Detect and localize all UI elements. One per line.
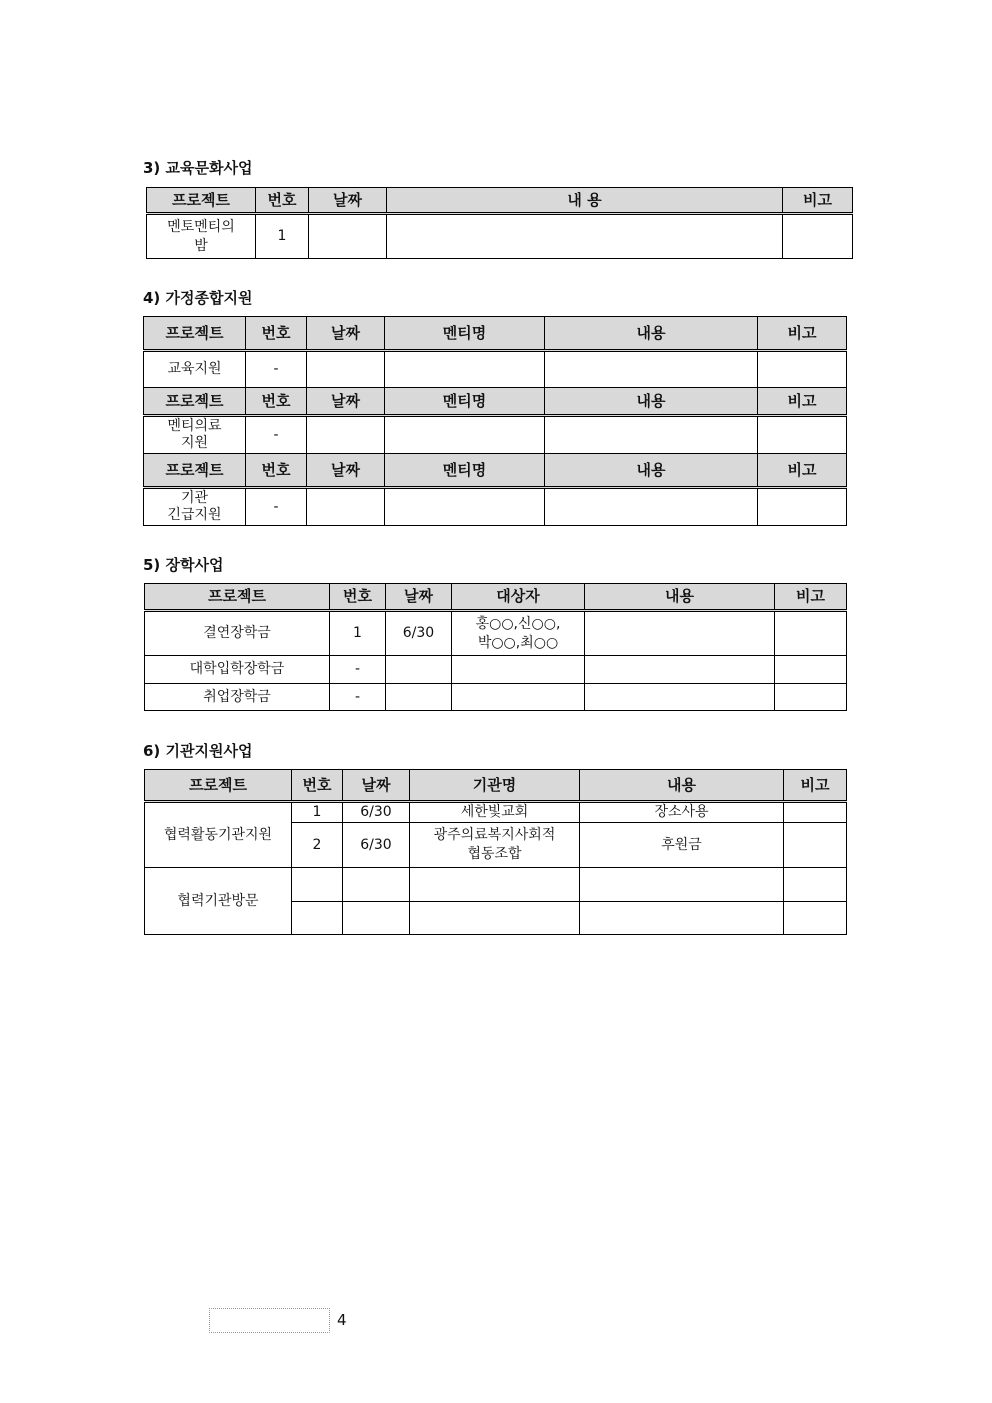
- header-note: 비고: [784, 770, 847, 802]
- institution-support-table: [144, 769, 847, 935]
- header-number: 번호: [292, 770, 343, 802]
- project-cell: 대학입학장학금: [145, 656, 330, 684]
- date-cell: [307, 351, 385, 388]
- header-project: 프로젝트: [144, 388, 246, 416]
- project-cell: 취업장학금: [145, 684, 330, 711]
- header-note: 비고: [758, 454, 847, 488]
- number-cell: -: [330, 684, 386, 711]
- number-cell: -: [246, 351, 307, 388]
- section-4-title: 4) 가정종합지원: [143, 289, 253, 307]
- project-cell: 협력기관방문: [145, 868, 292, 935]
- number-cell: -: [246, 488, 307, 526]
- header-number: 번호: [246, 388, 307, 416]
- content-cell: 후원금: [580, 823, 784, 868]
- content-cell: [545, 488, 758, 526]
- header-mentee: 멘티명: [385, 388, 545, 416]
- header-note: 비고: [775, 584, 847, 611]
- note-cell: [784, 902, 847, 935]
- header-date: 날짜: [386, 584, 452, 611]
- table-row: [145, 656, 847, 684]
- content-cell: [585, 611, 775, 656]
- header-organization: 기관명: [410, 770, 580, 802]
- header-mentee: 멘티명: [385, 317, 545, 351]
- header-content: 내용: [545, 388, 758, 416]
- number-cell: 2: [292, 823, 343, 868]
- number-cell: -: [246, 416, 307, 454]
- header-date: 날짜: [309, 188, 387, 214]
- mentee-cell: [385, 488, 545, 526]
- header-date: 날짜: [343, 770, 410, 802]
- header-date: 날짜: [307, 317, 385, 351]
- header-note: 비고: [783, 188, 853, 214]
- scholarship-table: [144, 583, 847, 711]
- number-cell: [292, 902, 343, 935]
- project-cell: 멘토멘티의 밤: [147, 214, 256, 259]
- project-cell: 멘티의료 지원: [144, 416, 246, 454]
- content-cell: 장소사용: [580, 802, 784, 823]
- header-recipient: 대상자: [452, 584, 585, 611]
- table-row: [147, 214, 853, 259]
- date-cell: [309, 214, 387, 259]
- header-project: 프로젝트: [147, 188, 256, 214]
- header-number: 번호: [256, 188, 309, 214]
- header-content: 내용: [580, 770, 784, 802]
- number-cell: -: [330, 656, 386, 684]
- mentee-cell: [385, 351, 545, 388]
- header-note: 비고: [758, 317, 847, 351]
- date-cell: 6/30: [386, 611, 452, 656]
- content-cell: [585, 656, 775, 684]
- table-row: [145, 868, 847, 902]
- project-cell: 협력활동기관지원: [145, 802, 292, 868]
- note-cell: [784, 868, 847, 902]
- organization-cell: [410, 902, 580, 935]
- note-cell: [784, 823, 847, 868]
- header-project: 프로젝트: [144, 454, 246, 488]
- date-cell: [343, 868, 410, 902]
- organization-cell: 세한빛교회: [410, 802, 580, 823]
- number-cell: [292, 868, 343, 902]
- date-cell: [386, 684, 452, 711]
- content-cell: [585, 684, 775, 711]
- education-culture-table: [146, 187, 853, 259]
- date-cell: 6/30: [343, 802, 410, 823]
- content-cell: [545, 416, 758, 454]
- table-row: [145, 684, 847, 711]
- header-number: 번호: [330, 584, 386, 611]
- header-content: 내 용: [387, 188, 783, 214]
- note-cell: [775, 611, 847, 656]
- note-cell: [758, 351, 847, 388]
- header-project: 프로젝트: [145, 770, 292, 802]
- project-cell: 결연장학금: [145, 611, 330, 656]
- project-cell: 기관 긴급지원: [144, 488, 246, 526]
- header-project: 프로젝트: [145, 584, 330, 611]
- header-note: 비고: [758, 388, 847, 416]
- header-number: 번호: [246, 317, 307, 351]
- table-row: [144, 351, 847, 388]
- number-cell: 1: [292, 802, 343, 823]
- date-cell: [386, 656, 452, 684]
- note-cell: [775, 684, 847, 711]
- note-cell: [775, 656, 847, 684]
- date-cell: [307, 488, 385, 526]
- number-cell: 1: [330, 611, 386, 656]
- mentee-cell: [385, 416, 545, 454]
- section-6-title: 6) 기관지원사업: [143, 742, 253, 760]
- family-support-table: [143, 316, 847, 526]
- content-cell: [387, 214, 783, 259]
- content-cell: [580, 902, 784, 935]
- content-cell: [580, 868, 784, 902]
- page-number: 4: [337, 1311, 347, 1329]
- number-cell: 1: [256, 214, 309, 259]
- recipient-cell: [452, 656, 585, 684]
- header-date: 날짜: [307, 388, 385, 416]
- recipient-cell: 홍○○,신○○, 박○○,최○○: [452, 611, 585, 656]
- header-date: 날짜: [307, 454, 385, 488]
- content-cell: [545, 351, 758, 388]
- date-cell: [343, 902, 410, 935]
- section-3-title: 3) 교육문화사업: [143, 159, 253, 177]
- table-row: [145, 802, 847, 823]
- note-cell: [783, 214, 853, 259]
- header-mentee: 멘티명: [385, 454, 545, 488]
- table-row: [144, 416, 847, 454]
- header-content: 내용: [545, 454, 758, 488]
- project-cell: 교육지원: [144, 351, 246, 388]
- header-number: 번호: [246, 454, 307, 488]
- header-project: 프로젝트: [144, 317, 246, 351]
- recipient-cell: [452, 684, 585, 711]
- note-cell: [784, 802, 847, 823]
- organization-cell: 광주의료복지사회적 협동조합: [410, 823, 580, 868]
- organization-cell: [410, 868, 580, 902]
- date-cell: [307, 416, 385, 454]
- table-row: [144, 488, 847, 526]
- date-cell: 6/30: [343, 823, 410, 868]
- header-content: 내용: [545, 317, 758, 351]
- header-content: 내용: [585, 584, 775, 611]
- footer-box: [209, 1308, 330, 1333]
- section-5-title: 5) 장학사업: [143, 556, 224, 574]
- note-cell: [758, 416, 847, 454]
- note-cell: [758, 488, 847, 526]
- table-row: [145, 611, 847, 656]
